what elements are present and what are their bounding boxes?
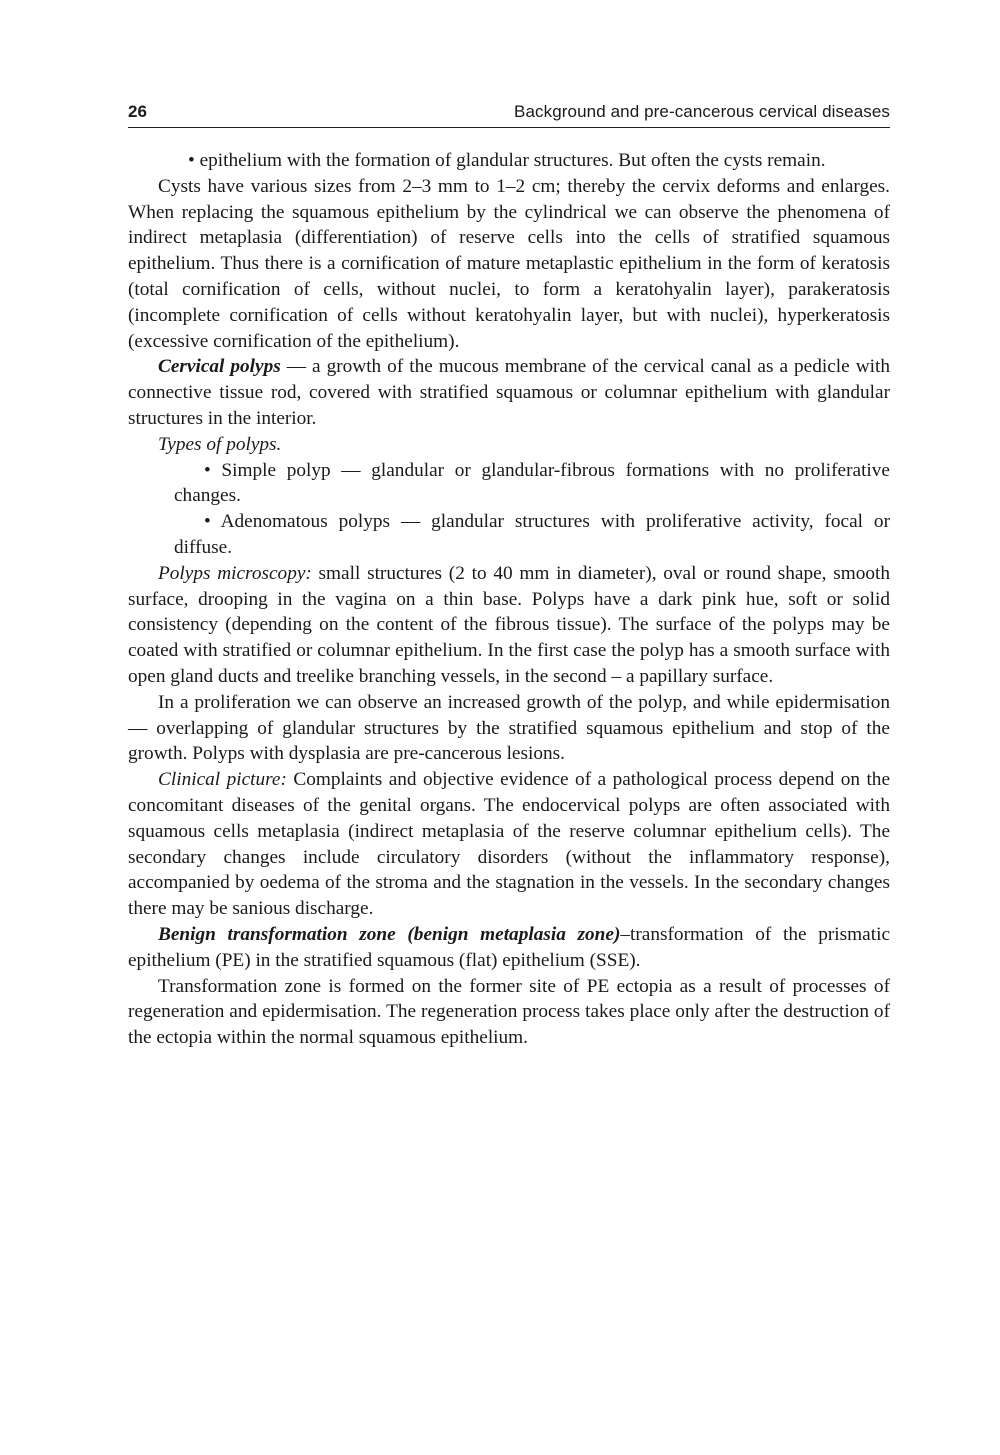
paragraph-benign-transformation-zone [128, 922, 890, 974]
paragraph-polyps-microscopy [128, 561, 890, 690]
paragraph-cysts: Cysts have various sizes from 2–3 mm to 1–2 cm; thereby the cervix deforms and enlarges. When replacing the squamous epithelium by the cylindrical we can observe the phenomena of indirect metaplasia (differentiation) of reserve cells into the cells of stratified squamous epithelium. Thus there is a cornification of mature metaplastic epithelium in the form of keratosis (total cornification of cells, without nuclei, to form a keratohyalin layer), parakeratosis (incomplete cornification of cells without keratohyalin layer, but with nuclei), hyperkeratosis (excessive cornification of the epithelium). [128, 175, 890, 352]
running-header [128, 102, 890, 128]
list-item-simple-polyp: • Simple polyp — glandular or glandular-fibrous formations with no proliferative changes. [174, 459, 890, 507]
text-polyps-microscopy: small structures (2 to 40 mm in diameter), oval or round shape, smooth surface, drooping in the vagina on a thin base. Polyps have a dark pink hue, soft or solid consistency (depending on the content of the fibrous tissue). The surface of the polyps may be coated with stratified or columnar epithelium. In the first case the polyp has a smooth surface with open gland ducts and treelike branching vessels, in the second – a papillary surface. [128, 562, 890, 687]
paragraph-cervical-polyps [128, 354, 890, 431]
term-benign-transformation-zone: Benign transformation zone (benign metaplasia zone) [158, 923, 621, 945]
definition-benign-transformation-zone: –transformation of the prismatic epithelium (PE) in the stratified squamous (flat) epithelium (SSE). [128, 923, 890, 971]
paragraph-transformation-zone: Transformation zone is formed on the former site of PE ectopia as a result of processes of regeneration and epidermisation. The regeneration process takes place only after the destruction of the ectopia within the normal squamous epithelium. [128, 975, 890, 1049]
page-number: 26 [128, 102, 147, 121]
label-polyps-microscopy: Polyps microscopy: [158, 562, 312, 584]
text-clinical-picture: Complaints and objective evidence of a pathological process depend on the concomitant diseases of the genital organs. The endocervical polyps are often associated with squamous cells metaplasia (indirect metaplasia of the reserve columnar epithelium cells). The secondary changes include circulatory disorders (without the inflammatory response), accompanied by oedema of the stroma and the stagnation in the vessels. In the secondary changes there may be sanious discharge. [128, 769, 890, 920]
paragraph-proliferation: In a proliferation we can observe an increased growth of the polyp, and while epidermisation — overlapping of glandular structures by the stratified squamous epithelium and stop of the growth. Polyps with dysplasia are pre-cancerous lesions. [128, 691, 890, 765]
list-item-adenomatous-polyps: • Adenomatous polyps — glandular structures with proliferative activity, focal or diffuse. [174, 511, 890, 558]
label-clinical-picture: Clinical picture: [158, 769, 287, 791]
paragraph-clinical-picture [128, 767, 890, 922]
types-of-polyps-heading: Types of polyps. [158, 433, 282, 455]
definition-cervical-polyps: — a growth of the mucous membrane of the cervical canal as a pedicle with connective tissue rod, covered with stratified squamous or columnar epithelium with glandular structures in the interior. [128, 356, 890, 429]
body-text [128, 148, 890, 1051]
bullet-continuation: • epithelium with the formation of glandular structures. But often the cysts remain. [188, 150, 826, 171]
running-title: Background and pre-cancerous cervical diseases [514, 102, 890, 121]
document-page [128, 102, 890, 1051]
term-cervical-polyps: Cervical polyps [158, 356, 281, 378]
